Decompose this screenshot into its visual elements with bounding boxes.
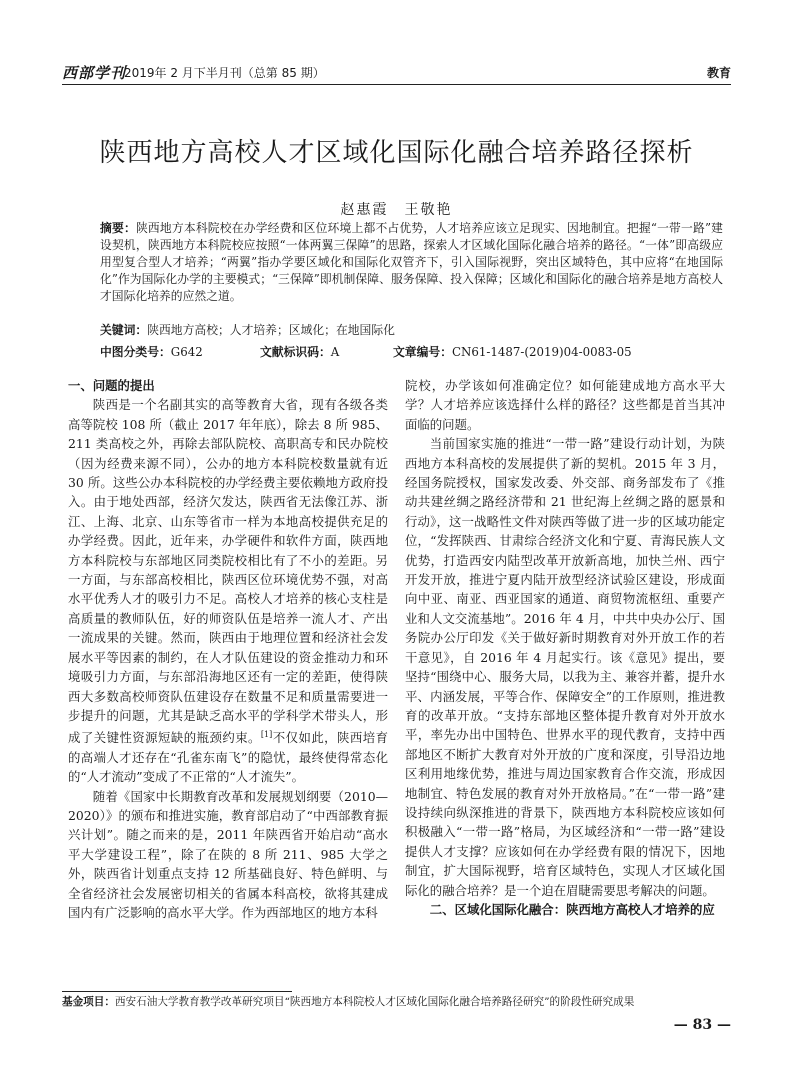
- article-number: [393, 344, 632, 361]
- section-heading-2: 二、区域化国际化融合：陕西地方高校人才培养的应: [429, 901, 715, 917]
- doc-value: A: [330, 345, 340, 359]
- paragraph: 当前国家实施的推进“一带一路”建设行动计划，为陕西地方本科高校的发展提供了新的契机。2015 年 3 月，经国务院授权，国家发改委、外交部、商务部发布了《推动共建丝绸之路经济带和 21 世纪海上丝绸之路的愿景和行动》，这一战略性文件对陕西等做了进一步的区域功能定位，“发挥陕西、甘肃综合经济文化和宁夏、青海民族人文优势，打造西安内陆型改革开放新高地，加快兰州、西宁开发开放，推进宁夏内陆开放型经济试验区建设，形成面向中亚、南亚、西亚国家的通道、商贸物流枢纽、重要产业和人文交流基地”。2016 年 4 月，中共中央办公厅、国务院办公厅印发《关于做好新时期教育对外开放工作的若干意见》，自 2016 年 4 月起实行。该《意见》提出，要坚持“围绕中心、服务大局，以我为主、兼容并蓄，提升水平、内涵发展，平等合作、保障安全”的工作原则，推进教育的改革开放。“支持东部地区整体提升教育对外开放水平，率先办出中国特色、世界水平的现代教育，支持中西部地区不断扩大教育对外开放的广度和深度，引导沿边地区利用地缘优势，推进与周边国家教育合作交流，形成因地制宜、特色发展的教育对外开放格局。”在“一带一路”建设持续向纵深推进的背景下，陕西地方本科院校应该如何积极融入“一带一路”格局，为区域经济和“一带一路”建设提供人才支撑？应该如何在办学经费有限的情况下，因地制宜，扩大国际视野，培育区域特色，实现人才区域化国际化的融合培养？是一个迫在眉睫需要思考解决的问题。: [405, 436, 725, 898]
- document-code: [260, 344, 339, 361]
- footnote-rule: [62, 991, 292, 992]
- paper-authors: 赵惠霞 王敬艳: [340, 202, 453, 218]
- footnote: [62, 995, 731, 1010]
- citation-ref[interactable]: [1]: [260, 730, 273, 740]
- paragraph: 随着《国家中长期教育改革和发展规划纲要（2010—2020）》的颁布和推进实施，教育部启动了“中西部教育振兴计划”。随之而来的是，2011 年陕西省开始启动“高水平大学建设工程”，除了在陕的 8 所 211、985 大学之外，陕西省计划重点支持 12 所基础良好、特色鲜明、与全省经济社会发展密切相关的省属本科高校，欲将其建成国内有广泛影响的高水平大学。作为西部地区的地方本科: [68, 788, 388, 921]
- journal-logo: 西部学刊: [62, 64, 127, 82]
- footnote-label: 基金项目：: [62, 996, 115, 1008]
- article-value: CN61-1487-(2019)04-0083-05: [452, 345, 632, 359]
- section-heading-1: 一、问题的提出: [68, 378, 155, 393]
- keywords: [100, 322, 723, 339]
- paragraph-text: 不仅如此，陕西培育的高端人才还存在“孔雀东南飞”的隐忧，最终使得常态化的“人才流动”变成了不正常的“人才流失”。: [68, 730, 389, 785]
- clc-value: G642: [170, 345, 203, 359]
- footnote-text: 西安石油大学教育教学改革研究项目“陕西地方本科院校人才区域化国际化融合培养路径研究”的阶段性研究成果: [114, 996, 635, 1008]
- abstract-text: 陕西地方本科院校在办学经费和区位环境上都不占优势，人才培养应该立足现实、因地制宜。把握“一带一路”建设契机，陕西地方本科院校应按照“一体两翼三保障”的思路，探索人才区域化国际化融合培养的路径。“一体”即高级应用型复合型人才培养；“两翼”指办学要区域化和国际化双管齐下，引入国际视野，突出区域特色，其中应将“在地国际化”作为国际化办学的主要模式；“三保障”即机制保障、服务保障、投入保障；区域化和国际化的融合培养是地方高校人才国际化培养的应然之道。: [100, 221, 723, 303]
- keywords-label: 关键词：: [100, 323, 148, 337]
- running-header: [62, 60, 731, 84]
- paragraph-text: 陕西是一个名副其实的高等教育大省，现有各级各类高等院校 108 所（截止 2017 年年底），除去 8 所 985、211 类高校之外，再除去部队院校、高职高专和民办院校（因为经费来源不同），公办的地方本科院校数量就有近 30 所。这些公办本科院校的办学经费主要依赖地方政府投入。由于地处西部，经济欠发达，陕西省无法像江苏、浙江、上海、北京、山东等省市一样为本地高校提供充足的办学经费。因此，近年来，办学硬件和软件方面，陕西地方本科院校与东部地区同类院校相比有了不小的差距。另一方面，与东部高校相比，陕西区位环境优势不强，对高水平优秀人才的吸引力不足。高校人才培养的核心支柱是高质量的教师队伍，好的师资队伍是培养一流人才、产出一流成果的关键。然而，陕西由于地理位置和经济社会发展水平等因素的制约，在人才队伍建设的资金推动力和环境吸引力方面，与东部沿海地区还有一定的差距，使得陕西大多数高校师资队伍建设存在数量不足和质量需要进一步提升的问题，尤其是缺乏高水平的学科学术带头人，形成了关键性资源短缺的瓶颈约束。: [68, 397, 388, 746]
- abstract-label: 摘要：: [100, 221, 136, 235]
- section-label: 教育: [706, 66, 731, 80]
- abstract: [100, 220, 723, 305]
- keywords-text: 陕西地方高校；人才培养；区域化；在地国际化: [147, 323, 395, 337]
- header-rule: [62, 84, 731, 85]
- article-label: 文章编号：: [393, 345, 452, 359]
- clc-number: [100, 344, 203, 361]
- paragraph: [68, 395, 388, 786]
- paragraph: 院校，办学该如何准确定位？如何能建成地方高水平大学？人才培养应该选择什么样的路径？这些都是首当其冲面临的问题。: [405, 378, 725, 432]
- page-number: — 83 —: [673, 1017, 731, 1033]
- body-column-left: [68, 376, 388, 923]
- doc-label: 文献标识码：: [260, 345, 331, 359]
- clc-label: 中图分类号：: [100, 345, 171, 359]
- body-column-right: [405, 376, 725, 919]
- paper-title: 陕西地方高校人才区域化国际化融合培养路径探析: [99, 138, 694, 168]
- issue-info: 2019年 2 月下半月刊（总第 85 期）: [124, 66, 325, 80]
